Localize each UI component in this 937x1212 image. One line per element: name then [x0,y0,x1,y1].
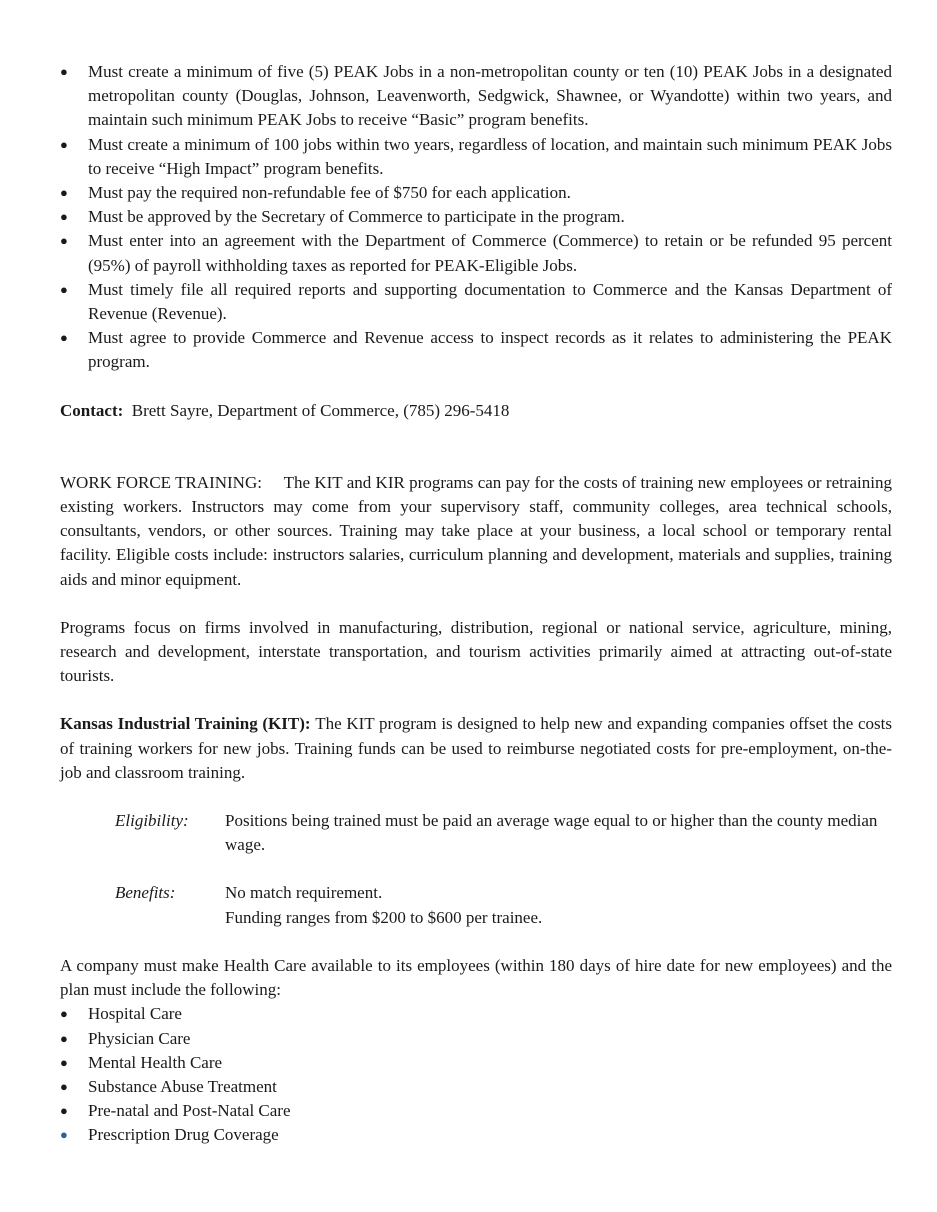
benefits-line: No match requirement. [225,883,383,903]
bullet-icon: ● [60,1006,68,1022]
list-item: ● Hospital Care [60,1002,892,1026]
kit-text: The KIT program is designed to help new and expanding companies offset the costs of training workers for new jobs. Training funds can be used to reimburse negotiated costs for pre-employment, on-the-job and classroom training. [60,714,892,782]
list-item: ● Must timely file all required reports and supporting documentation to Commerce and the Kansas Department of Revenue (Revenue). [60,279,892,324]
bullet-icon: ● [60,1103,68,1119]
list-item: ● Pre-natal and Post-Natal Care [60,1099,892,1123]
list-item: ● Must create a minimum of five (5) PEAK Jobs in a non-metropolitan county or ten (10) PEAK Jobs in a designated metropolitan county (Douglas, Johnson, Leavenworth, Sedgwick, Shawnee, or Wyandotte) within two years, and maintain such minimum PEAK Jobs to receive “Basic” program benefits. [60,62,892,130]
list-item: ● Prescription Drug Coverage [60,1123,892,1147]
contact-line [60,399,892,423]
bullet-icon: ● [60,1127,68,1143]
bullet-icon: ● [60,209,68,225]
kit-paragraph [60,712,892,785]
kit-definitions [115,809,892,930]
bullet-icon: ● [60,233,68,249]
workforce-training-paragraph [60,471,892,592]
list-item: ● Mental Health Care [60,1051,892,1075]
bullet-icon: ● [60,185,68,201]
eligibility-row [115,809,892,857]
bullet-icon: ● [60,1078,68,1094]
list-item: ● Must enter into an agreement with the Department of Commerce (Commerce) to retain or be refunded 95 percent (95%) of payroll withholding taxes as reported for PEAK-Eligible Jobs. [60,231,892,275]
list-item: ● Must create a minimum of 100 jobs within two years, regardless of location, and maintain such minimum PEAK Jobs to receive “High Impact” program benefits. [60,134,892,178]
document-page [60,60,892,1148]
kit-heading: Kansas Industrial Training (KIT): [60,714,311,734]
requirements-list [60,60,892,375]
list-item: ● Must pay the required non-refundable fee of $750 for each application. [60,181,892,205]
contact-text: Brett Sayre, Department of Commerce, (785) 296-5418 [131,400,510,420]
bullet-icon: ● [60,136,68,152]
benefits-label: Benefits: [115,883,176,903]
programs-focus-paragraph: Programs focus on firms involved in manufacturing, distribution, regional or national service, agriculture, mining, research and development, interstate transportation, and tourism activities primarily aimed at attracting out-of-state tourists. [60,617,892,686]
contact-label: Contact: [60,400,124,420]
bullet-icon: ● [60,330,68,346]
eligibility-text: Positions being trained must be paid an average wage equal to or higher than the county median wage. [225,811,878,855]
bullet-icon: ● [60,1030,68,1046]
benefits-row [115,881,892,929]
eligibility-label: Eligibility: [115,811,189,831]
bullet-icon: ● [60,281,68,297]
benefits-line: Funding ranges from $200 to $600 per trainee. [225,907,543,927]
health-care-list [60,1002,892,1147]
list-item: ● Physician Care [60,1027,892,1051]
bullet-icon: ● [60,64,68,79]
workforce-text: The KIT and KIR programs can pay for the costs of training new employees or retraining existing workers. Instructors may come from your supervisory staff, community colleges, area technical schools, consultants, vendors, or other sources. Training may take place at your business, a local school or temporary rental facility. Eligible costs include: instructors salaries, curriculum planning and development, materials and supplies, training aids and minor equipment. [60,472,892,589]
benefits-text [225,881,892,929]
list-item: ● Substance Abuse Treatment [60,1075,892,1099]
bullet-icon: ● [60,1054,68,1070]
list-item: ● Must agree to provide Commerce and Revenue access to inspect records as it relates to administering the PEAK program. [60,328,892,372]
list-item: ● Must be approved by the Secretary of Commerce to participate in the program. [60,205,892,229]
health-care-intro: A company must make Health Care available to its employees (within 180 days of hire date for new employees) and the plan must include the following: [60,955,892,1000]
workforce-heading: WORK FORCE TRAINING: [60,472,262,492]
